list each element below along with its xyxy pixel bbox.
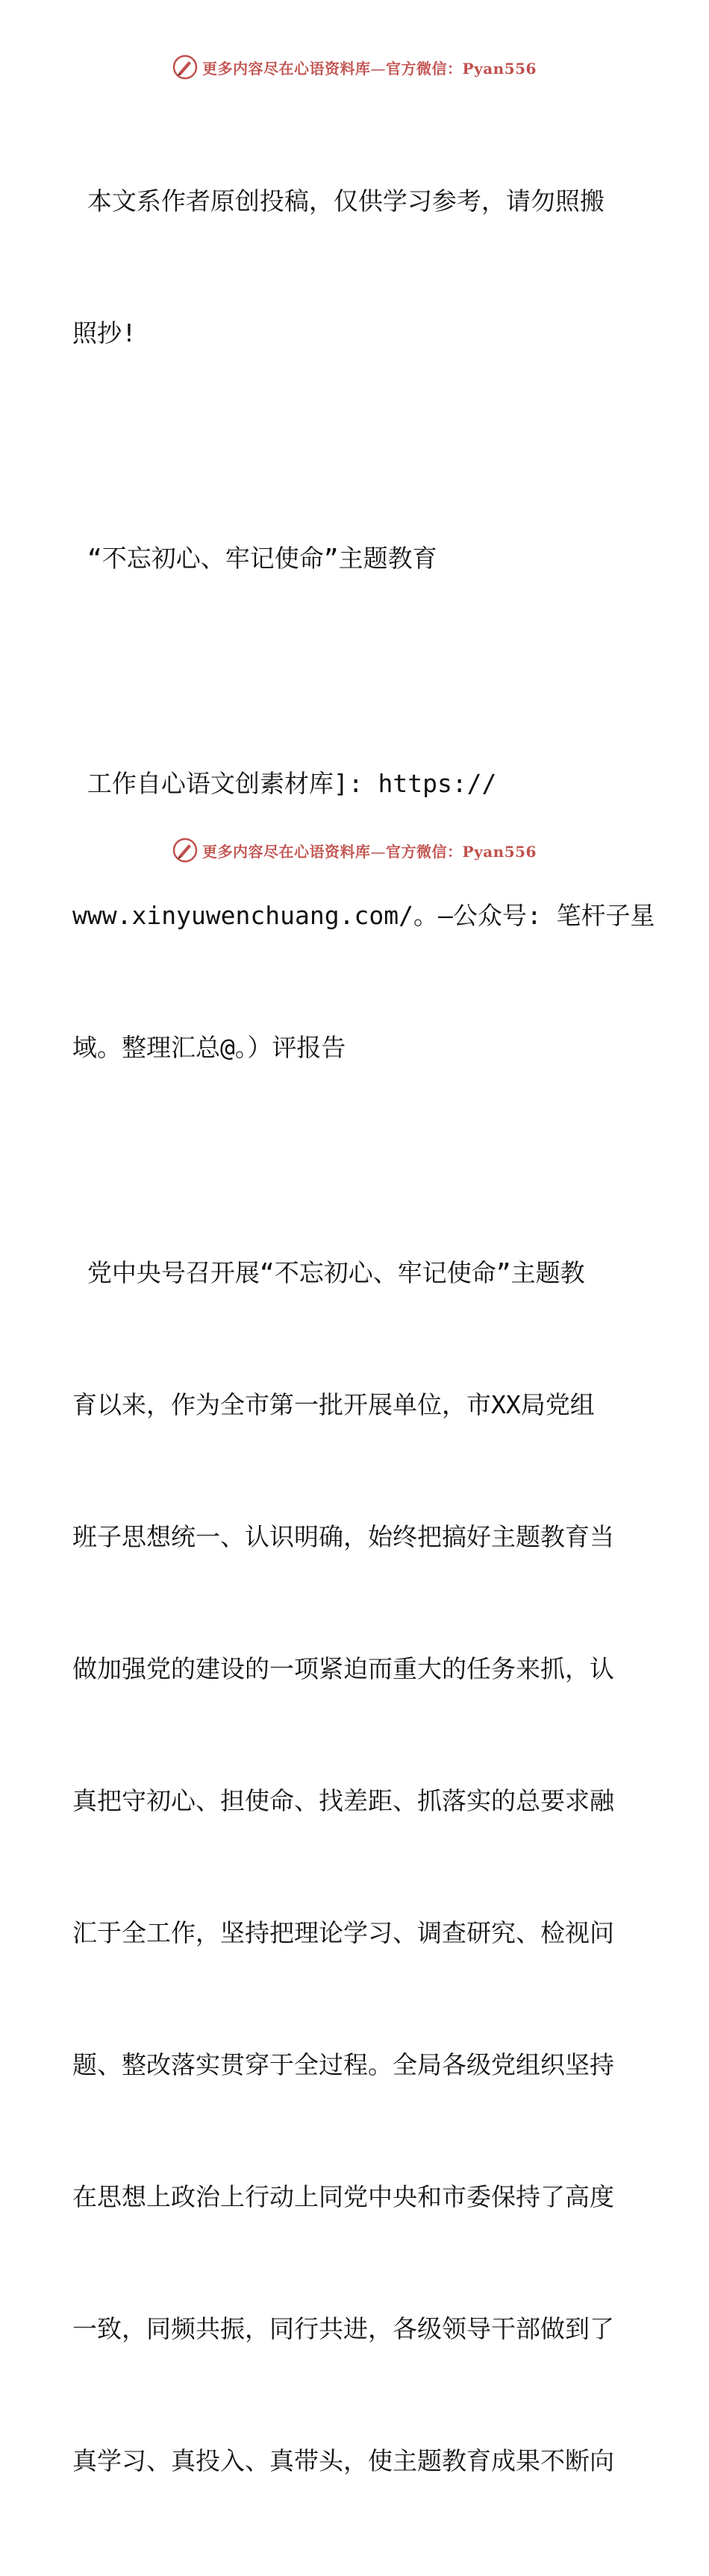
notice-paragraph	[72, 91, 640, 443]
pen-logo-icon	[172, 54, 198, 80]
notice-line: 照抄!	[72, 318, 137, 348]
source-paragraph	[72, 673, 655, 1157]
source-line: 域。整理汇总@。）评报告	[72, 1033, 346, 1062]
title-line: “不忘初心、牢记使命”主题教育	[72, 544, 437, 573]
body-line: 题、整改落实贯穿于全过程。全局各级党组织坚持	[72, 2050, 614, 2079]
source-line: www.xinyuwenchuang.com/。—公众号: 笔杆子星	[72, 901, 655, 930]
body-line: 做加强党的建设的一项紧迫而重大的任务来抓，认	[72, 1654, 614, 1683]
body-line: 汇于全工作，坚持把理论学习、调查研究、检视问	[72, 1918, 614, 1947]
notice-line: 本文系作者原创投稿，仅供学习参考，请勿照搬	[72, 186, 605, 216]
body-line: 真学习、真投入、真带头，使主题教育成果不断向	[72, 2446, 614, 2475]
body-line: 一致，同频共振，同行共进，各级领导干部做到了	[72, 2314, 614, 2343]
banner-text: 更多内容尽在心语资料库—官方微信：Pyan556	[202, 59, 537, 78]
body-line: 育以来，作为全市第一批开展单位，市XX局党组	[72, 1390, 595, 1419]
body-paragraph	[72, 1163, 640, 2571]
body-line: 在思想上政治上行动上同党中央和市委保持了高度	[72, 2182, 614, 2211]
banner-text: 更多内容尽在心语资料库—官方微信：Pyan556	[202, 842, 537, 861]
body-line: 真把守初心、担使命、找差距、抓落实的总要求融	[72, 1786, 614, 1815]
document-content	[72, 91, 655, 2576]
pen-logo-icon	[172, 838, 198, 863]
body-line: 班子思想统一、认识明确，始终把搞好主题教育当	[72, 1522, 614, 1551]
footer-banner	[0, 835, 709, 865]
body-line: 党中央号召开展“不忘初心、牢记使命”主题教	[72, 1258, 585, 1287]
header-banner	[0, 52, 709, 82]
source-line: 工作自心语文创素材库]: https://	[72, 769, 497, 798]
document-title	[72, 448, 640, 668]
